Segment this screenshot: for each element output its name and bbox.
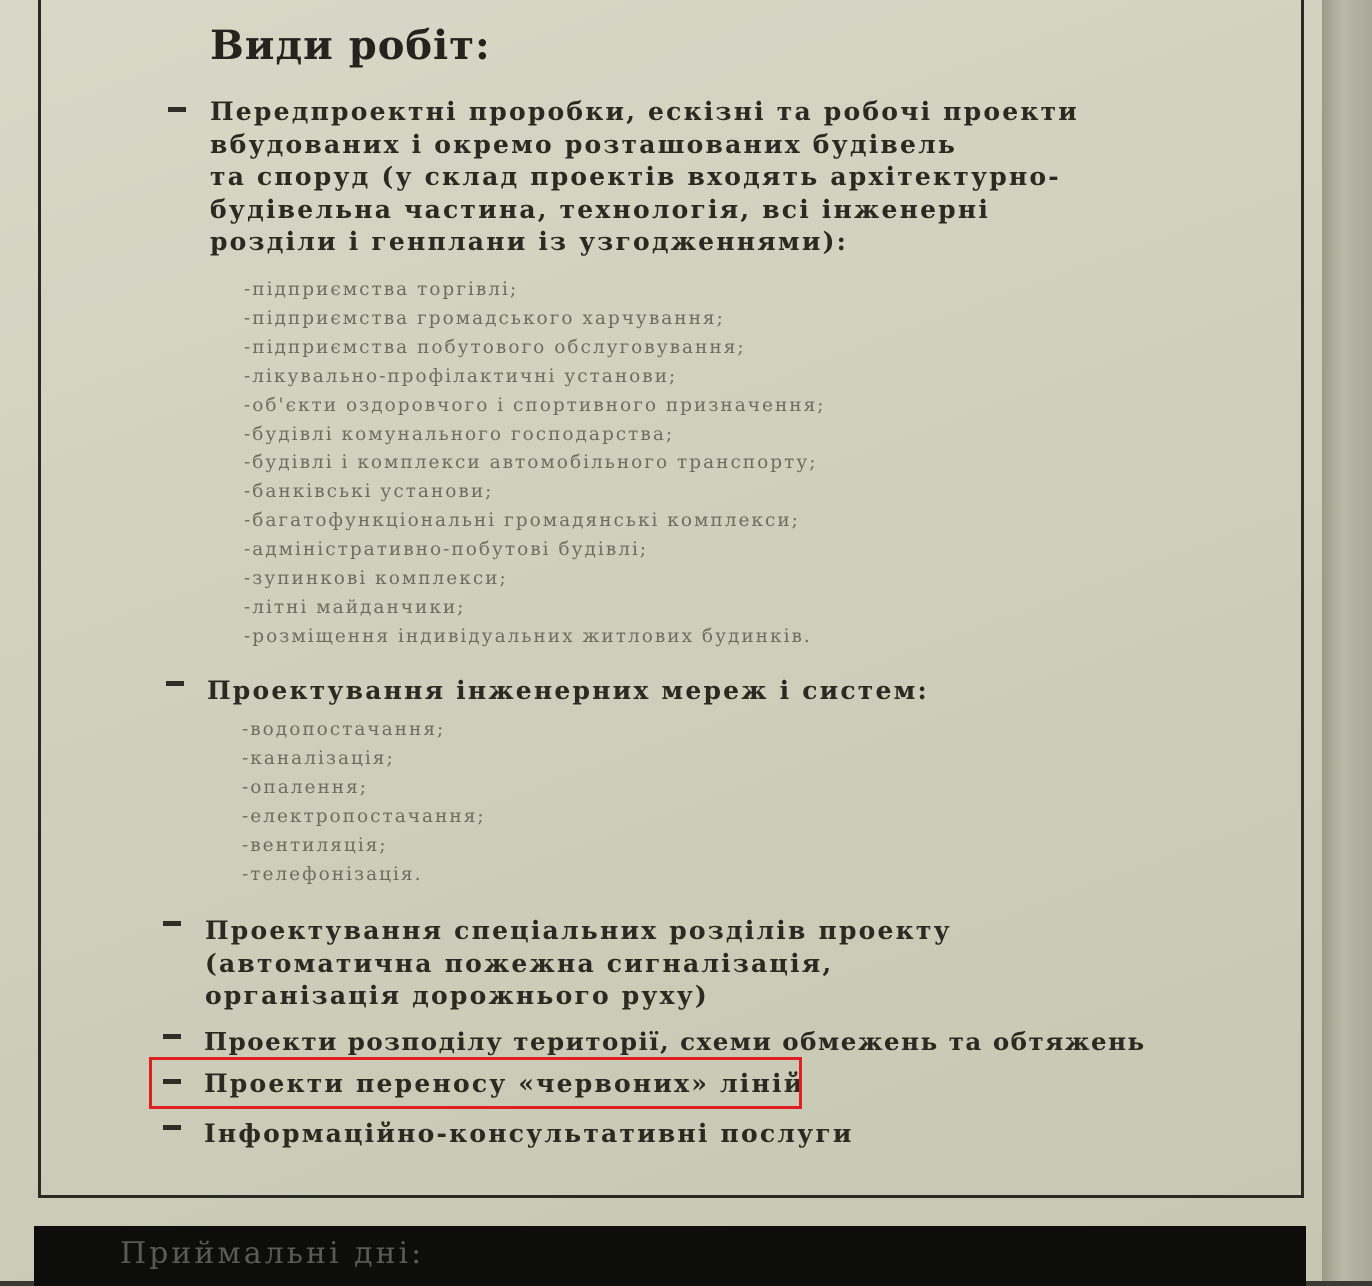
item-line: Проекти розподілу території, схеми обмежень та обтяжень bbox=[204, 1027, 1146, 1056]
item-line: Проектування спеціальних розділів проекту bbox=[205, 916, 952, 945]
list-item: -опалення; bbox=[242, 776, 369, 798]
service-item-special-sections bbox=[205, 915, 952, 1013]
list-item: -водопостачання; bbox=[242, 719, 446, 740]
bullet-dash bbox=[163, 1125, 181, 1130]
list-item: -підприємства торгівлі; bbox=[244, 279, 519, 300]
item-line: Проектування інженерних мереж і систем: bbox=[207, 676, 929, 705]
item-line: Інформаційно-консультативні послуги bbox=[204, 1119, 854, 1148]
list-item: -вентиляція; bbox=[242, 834, 388, 856]
item-line: та споруд (у склад проектів входять архітектурно- bbox=[210, 162, 1061, 191]
list-item: -каналізація; bbox=[242, 747, 395, 769]
item-line: розділи і генплани із узгодженнями): bbox=[210, 227, 849, 256]
list-item: -літні майданчики; bbox=[244, 596, 466, 618]
list-item: -об'єкти оздоровчого і спортивного призначення; bbox=[244, 394, 826, 416]
list-item: -лікувально-профілактичні установи; bbox=[244, 365, 678, 387]
list-item: -банківські установи; bbox=[244, 481, 494, 503]
page-title: Види робіт: bbox=[210, 22, 491, 69]
item-line: будівельна частина, технологія, всі інженерні bbox=[210, 194, 991, 224]
list-item: -підприємства побутового обслуговування; bbox=[244, 336, 746, 358]
item-line: (автоматична пожежна сигналізація, bbox=[205, 948, 834, 978]
item-line: організація дорожнього руху) bbox=[205, 981, 709, 1010]
bullet-dash bbox=[168, 107, 186, 112]
service-item-territory-division bbox=[204, 1026, 1146, 1059]
item-line: Проекти переносу «червоних» ліній bbox=[204, 1069, 805, 1098]
building-types-list bbox=[244, 276, 826, 652]
list-item: -електропостачання; bbox=[242, 805, 486, 827]
wall-edge bbox=[1322, 0, 1372, 1281]
service-item-engineering-networks bbox=[207, 675, 929, 708]
bullet-dash bbox=[163, 921, 181, 926]
network-types-list bbox=[242, 716, 486, 889]
list-item: -телефонізація. bbox=[242, 863, 423, 885]
bullet-dash bbox=[166, 681, 184, 686]
list-item: -зупинкові комплекси; bbox=[244, 568, 508, 590]
list-item: -багатофункціональні громадянські комплекси; bbox=[244, 510, 800, 532]
list-item: -будівлі комунального господарства; bbox=[244, 423, 675, 445]
bullet-dash bbox=[163, 1034, 181, 1039]
item-line: вбудованих і окремо розташованих будівель bbox=[210, 129, 958, 159]
service-item-design-buildings bbox=[210, 96, 1079, 259]
list-item: -будівлі і комплекси автомобільного транспорту; bbox=[244, 452, 818, 474]
list-item: -розміщення індивідуальних житлових будинків. bbox=[244, 625, 812, 647]
item-line: Передпроектні проробки, ескізні та робочі проекти bbox=[210, 97, 1080, 126]
reception-days-heading: Приймальні дні: bbox=[120, 1236, 425, 1271]
list-item: -адміністративно-побутові будівлі; bbox=[244, 539, 649, 561]
list-item: -підприємства громадського харчування; bbox=[244, 307, 725, 329]
service-item-consulting bbox=[204, 1118, 854, 1151]
red-highlight-box bbox=[149, 1057, 805, 1109]
